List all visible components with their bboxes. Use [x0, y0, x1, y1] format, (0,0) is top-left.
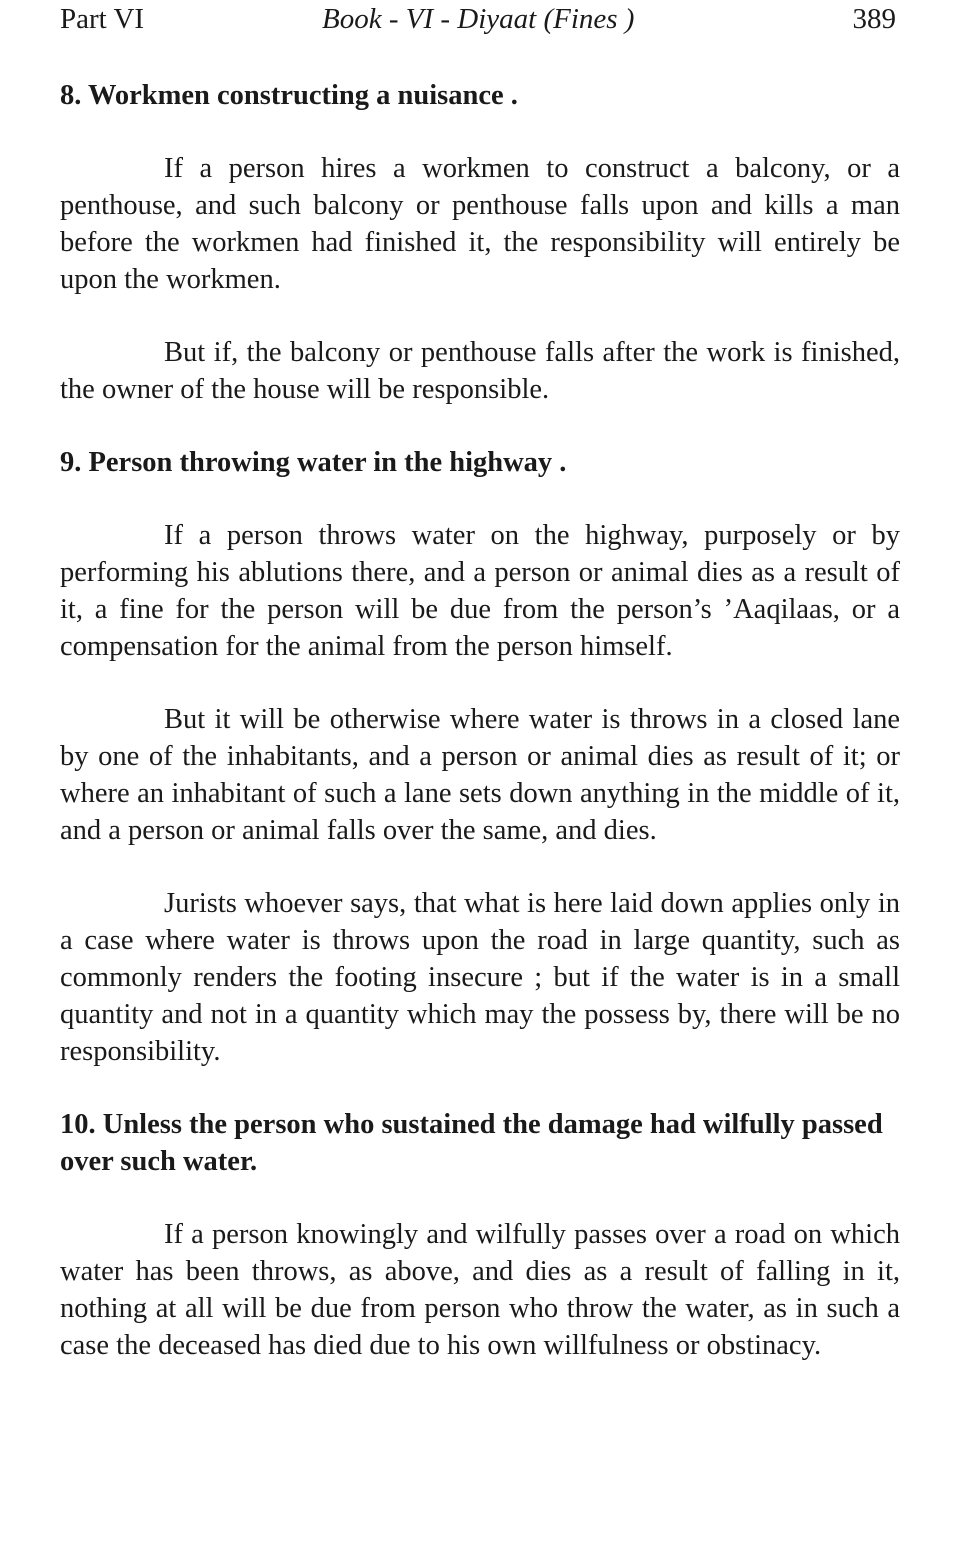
section-heading-9: 9. Person throwing water in the highway . [60, 447, 567, 478]
paragraph-10-1: If a person knowingly and wilfully passes over a road on which water has been throws, as above, and dies as a result of falling in it, nothing at all will be due from person who throw the water, as in such a case the deceased has died due to his own willfulness or obstinacy. [60, 1219, 900, 1361]
page-number: 389 [852, 3, 896, 35]
paragraph-9-3: Jurists whoever says, that what is here laid down applies only in a case where water is throws upon the road in large quantity, such as commonly renders the footing insecure ; but if the water is in a small quantity and not in a quantity which may the possess by, there will be no responsibility. [60, 888, 900, 1067]
paragraph-9-1: If a person throws water on the highway, purposely or by performing his ablutions there, and a person or animal dies as a result of it, a fine for the person will be due from the person’s ’Aaqilaas, or a compensation for the animal from the person himself. [60, 520, 900, 662]
running-header [60, 0, 900, 50]
section-heading-8: 8. Workmen constructing a nuisance . [60, 80, 518, 111]
part-label: Part VI [60, 3, 145, 35]
section-heading-10: 10. Unless the person who sustained the damage had wilfully passed over such water. [60, 1109, 883, 1177]
book-title: Book - VI - Diyaat (Fines ) [322, 3, 635, 35]
paragraph-8-2: But if, the balcony or penthouse falls after the work is finished, the owner of the house will be responsible. [60, 337, 900, 405]
book-page [60, 0, 900, 1364]
paragraph-9-2: But it will be otherwise where water is throws in a closed lane by one of the inhabitants, and a person or animal dies as result of it; or where an inhabitant of such a lane sets down anything in the middle of it, and a person or animal falls over the same, and dies. [60, 704, 900, 846]
paragraph-8-1: If a person hires a workmen to construct a balcony, or a penthouse, and such balcony or penthouse falls upon and kills a man before the workmen had finished it, the responsibility will entirely be upon the workmen. [60, 153, 900, 295]
